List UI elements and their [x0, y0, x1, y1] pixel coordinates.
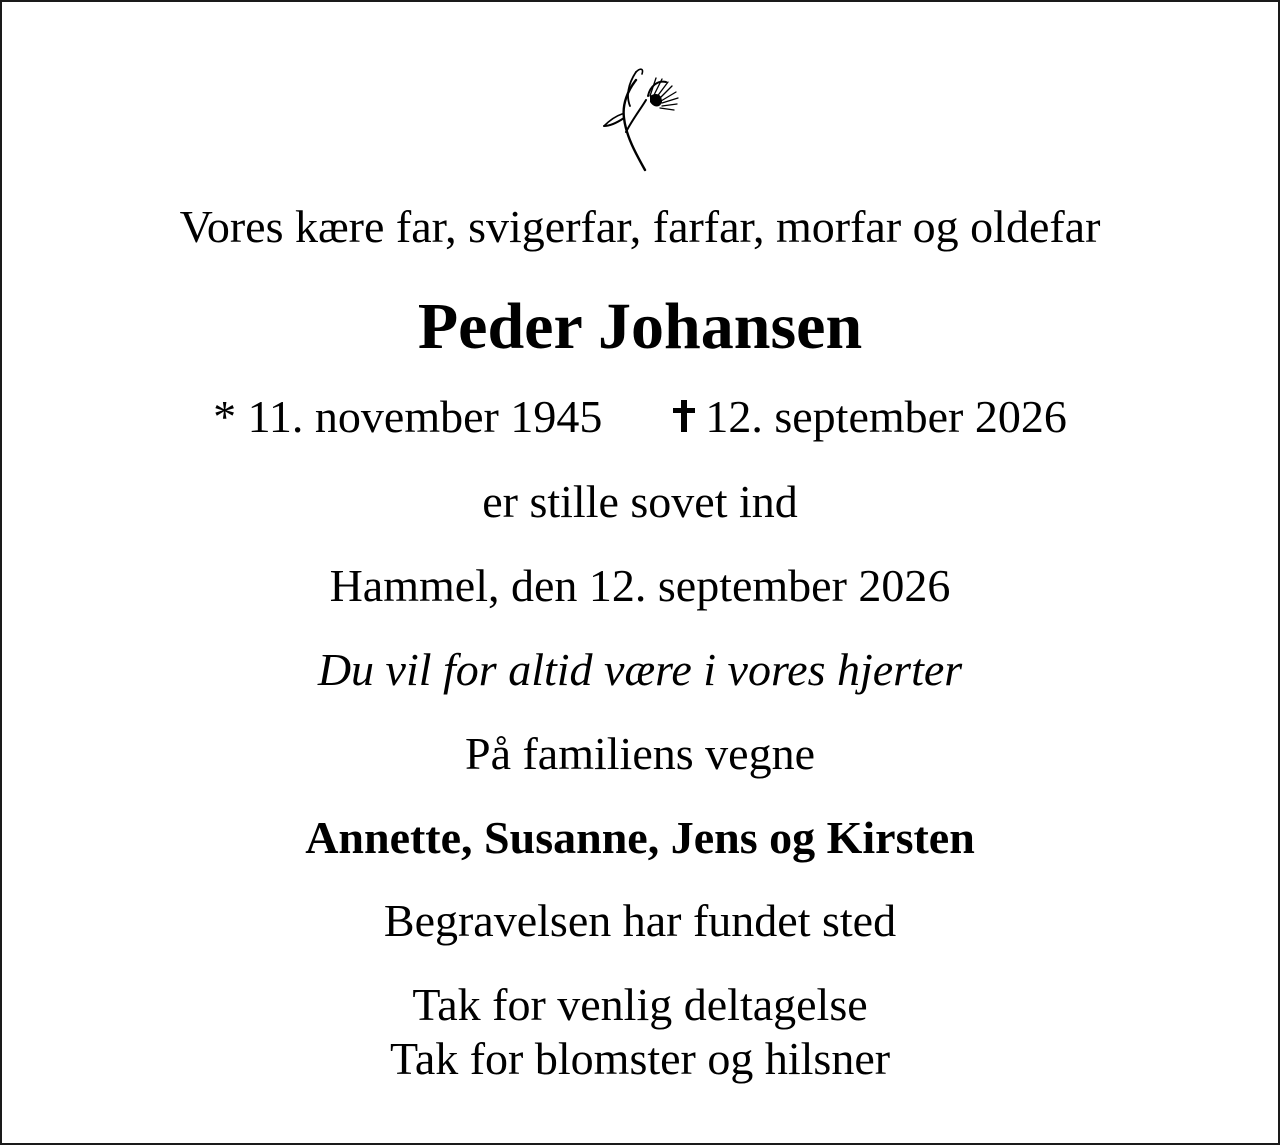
birth-date: 11. november 1945 — [247, 391, 603, 442]
verse: Du vil for altid være i vores hjerter — [317, 644, 963, 695]
deceased-name: Peder Johansen — [417, 290, 863, 363]
death-date: 12. september 2026 — [705, 391, 1067, 442]
signers: Annette, Susanne, Jens og Kirsten — [305, 812, 975, 863]
funeral-text: Begravelsen har fundet sted — [383, 895, 897, 946]
family-text: På familiens vegne — [464, 728, 815, 779]
intro-text: Vores kære far, svigerfar, farfar, morfar og oldefar — [179, 201, 1101, 252]
place-date: Hammel, den 12. september 2026 — [329, 560, 951, 611]
thanks-flowers: Tak for blomster og hilsner — [389, 1033, 891, 1084]
cross-icon — [669, 398, 699, 434]
passing-text: er stille sovet ind — [482, 476, 798, 527]
birth-symbol: * — [213, 391, 237, 442]
flower-stem-icon — [600, 62, 684, 174]
thanks-participation: Tak for venlig deltagelse — [412, 979, 868, 1030]
life-dates — [2, 391, 1278, 442]
